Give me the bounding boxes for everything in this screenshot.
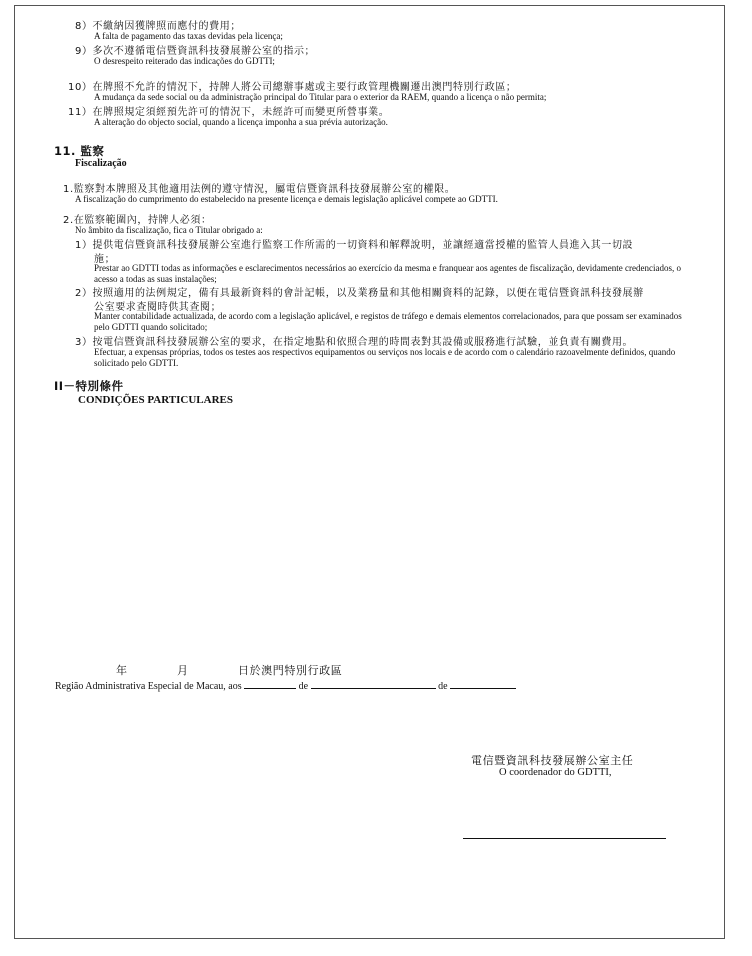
signatory-title-zh: 電信暨資訊科技發展辦公室主任: [471, 754, 634, 767]
subitem-1-zh-line1: 1）提供電信暨資訊科技發展辦公室進行監察工作所需的一切資料和解釋說明，並讓經適當授權的監管人員進入其一切設: [75, 240, 634, 251]
item-8-pt: A falta de pagamento das taxas devidas pela licença;: [94, 31, 283, 41]
subitem-3-pt: Efectuar, a expensas próprias, todos os testes aos respectivos equipamentos ou serviços nos locais e de acordo com o calendário razoavelmente definidos, quando solicitado pelo GDTTI.: [94, 347, 676, 368]
day-blank[interactable]: [244, 678, 296, 689]
section-11-heading-zh: 11. 監察: [54, 144, 105, 158]
section-11-heading-pt: Fiscalização: [75, 158, 127, 169]
item-11-zh: 11）在牌照規定須經預先許可的情況下，未經許可而變更所營事業。: [68, 107, 390, 118]
item-10-zh: 10）在牌照不允許的情況下，持牌人將公司總辦事處或主要行政管理機關遷出澳門特別行政區；: [68, 82, 517, 93]
date-year-zh: 年: [116, 664, 128, 677]
subitem-1-pt: Prestar ao GDTTI todas as informações e esclarecimentos necessários ao exercício da mesma e franquear aos agentes de fiscalização, devidamente credenciados, o acesso a todas as suas instalações;: [94, 263, 681, 284]
para-2-pt: No âmbito da fiscalização, fica o Titular obrigado a:: [75, 225, 263, 235]
subitem-2-zh-line2: 公室要求查閱時供其查閱；: [94, 302, 222, 313]
date-de-1: de: [298, 681, 309, 692]
date-prefix-pt: Região Administrativa Especial de Macau, aos: [55, 681, 242, 692]
date-day-zh: 日於澳門特別行政區: [238, 664, 343, 677]
date-line-pt: [55, 678, 516, 692]
item-9-pt: O desrespeito reiterado das indicações do GDTTI;: [94, 56, 275, 66]
signature-line[interactable]: [463, 838, 666, 839]
date-month-zh: 月: [177, 664, 189, 677]
subitem-2-zh-line1: 2）按照適用的法例規定，備有具最新資料的會計記帳，以及業務量和其他相關資料的記錄，以便在電信暨資訊科技發展辦: [75, 288, 644, 299]
section-special-heading-pt: CONDIÇÕES PARTICULARES: [78, 394, 233, 406]
page-border: [14, 5, 725, 939]
para-1-pt: A fiscalização do cumprimento do estabelecido na presente licença e demais legislação aplicável compete ao GDTTI.: [75, 194, 498, 204]
subitem-1-zh-line2: 施；: [94, 254, 116, 265]
month-blank[interactable]: [311, 678, 436, 689]
subitem-2-pt: Manter contabilidade actualizada, de acordo com a legislação aplicável, e registos de tráfego e demais elementos correlacionados, para que possam ser examinados pelo GDTTI quando solicitado;: [94, 311, 682, 332]
signatory-title-pt: O coordenador do GDTTI,: [499, 767, 612, 778]
item-8-zh: 8）不繳納因獲牌照而應付的費用；: [75, 21, 241, 32]
subitem-3-zh: 3）按電信暨資訊科技發展辦公室的要求，在指定地點和依照合理的時間表對其設備或服務進行試驗，並負責有關費用。: [75, 337, 634, 348]
item-11-pt: A alteração do objecto social, quando a licença imponha a sua prévia autorização.: [94, 117, 388, 127]
section-special-heading-zh: II－特別條件: [54, 379, 124, 393]
date-de-2: de: [438, 681, 448, 692]
para-2-zh: 2.在監察範圍內，持牌人必須：: [63, 215, 212, 226]
year-blank[interactable]: [450, 678, 516, 689]
para-1-zh: 1.監察對本牌照及其他適用法例的遵守情況，屬電信暨資訊科技發展辦公室的權限。: [63, 184, 456, 195]
item-10-pt: A mudança da sede social ou da administração principal do Titular para o exterior da RAEM, quando a licença o não permita;: [94, 92, 547, 102]
item-9-zh: 9）多次不遵循電信暨資訊科技發展辦公室的指示；: [75, 46, 316, 57]
